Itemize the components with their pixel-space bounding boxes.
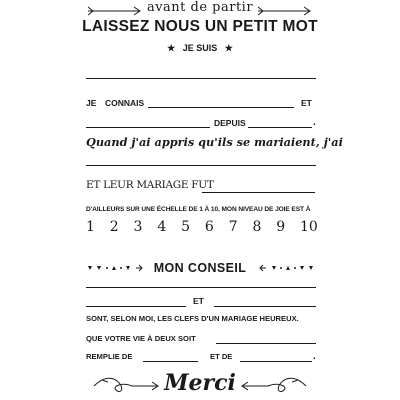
scale-number-2[interactable]: 2 xyxy=(109,219,119,235)
scale-number-1[interactable]: 1 xyxy=(86,219,95,235)
et-label-1: ET xyxy=(301,98,312,108)
que-line[interactable] xyxy=(216,343,316,344)
scale-number-8[interactable]: 8 xyxy=(252,219,262,235)
end-dot: . xyxy=(313,117,316,128)
scale-number-3[interactable]: 3 xyxy=(133,219,143,235)
clefs-line-right[interactable] xyxy=(214,306,316,307)
depuis-line-left[interactable] xyxy=(86,127,210,128)
star-icon: ★ xyxy=(224,43,233,53)
remplie-label: REMPLIE DE xyxy=(86,352,133,361)
depuis-line-right[interactable] xyxy=(248,127,312,128)
remplie-line-2[interactable] xyxy=(240,361,312,362)
scale-number-5[interactable]: 5 xyxy=(181,219,191,235)
page-title: LAISSEZ NOUS UN PETIT MOT xyxy=(82,18,318,35)
star-icon: ★ xyxy=(167,43,176,53)
scale-number-4[interactable]: 4 xyxy=(157,219,167,235)
connais-line[interactable] xyxy=(148,107,294,108)
je-suis-row xyxy=(0,43,400,54)
scale-number-10[interactable]: 10 xyxy=(300,219,318,235)
decorative-arrows-right xyxy=(258,263,316,273)
clefs-line-left[interactable] xyxy=(86,306,186,307)
conseil-line[interactable] xyxy=(86,287,316,288)
flourish-right-icon xyxy=(238,372,308,396)
subtitle: avant de partir xyxy=(146,0,254,15)
mariage-fut-line[interactable] xyxy=(202,192,315,193)
conseil-heading: MON CONSEIL xyxy=(153,261,247,275)
final-dot: . xyxy=(313,351,316,362)
scale-number-6[interactable]: 6 xyxy=(204,219,214,235)
quand-line[interactable] xyxy=(86,165,316,166)
que-text: QUE VOTRE VIE À DEUX SOIT xyxy=(86,334,196,343)
sont-text: SONT, SELON MOI, LES CLEFS D'UN MARIAGE HEUREUX. xyxy=(86,314,299,323)
merci-text: Merci xyxy=(164,370,236,396)
mariage-fut-label: ET LEUR MARIAGE FUT xyxy=(86,179,214,191)
depuis-label: DEPUIS xyxy=(214,118,246,128)
scale-number-9[interactable]: 9 xyxy=(276,219,286,235)
et-de-label: ET DE xyxy=(210,352,233,361)
echelle-text: D'AILLEURS SUR UNE ÉCHELLE DE 1 À 10, MON NIVEAU DE JOIE EST À xyxy=(86,206,311,213)
scale-number-7[interactable]: 7 xyxy=(228,219,238,235)
connais-label: CONNAIS xyxy=(105,98,145,108)
je-suis-line[interactable] xyxy=(86,78,316,79)
remplie-line-1[interactable] xyxy=(143,361,198,362)
et-label-2: ET xyxy=(193,296,204,306)
je-suis-label: JE SUIS xyxy=(182,43,218,53)
quand-text: Quand j'ai appris qu'ils se mariaient, j'ai xyxy=(86,135,343,149)
je-label: JE xyxy=(86,98,97,108)
